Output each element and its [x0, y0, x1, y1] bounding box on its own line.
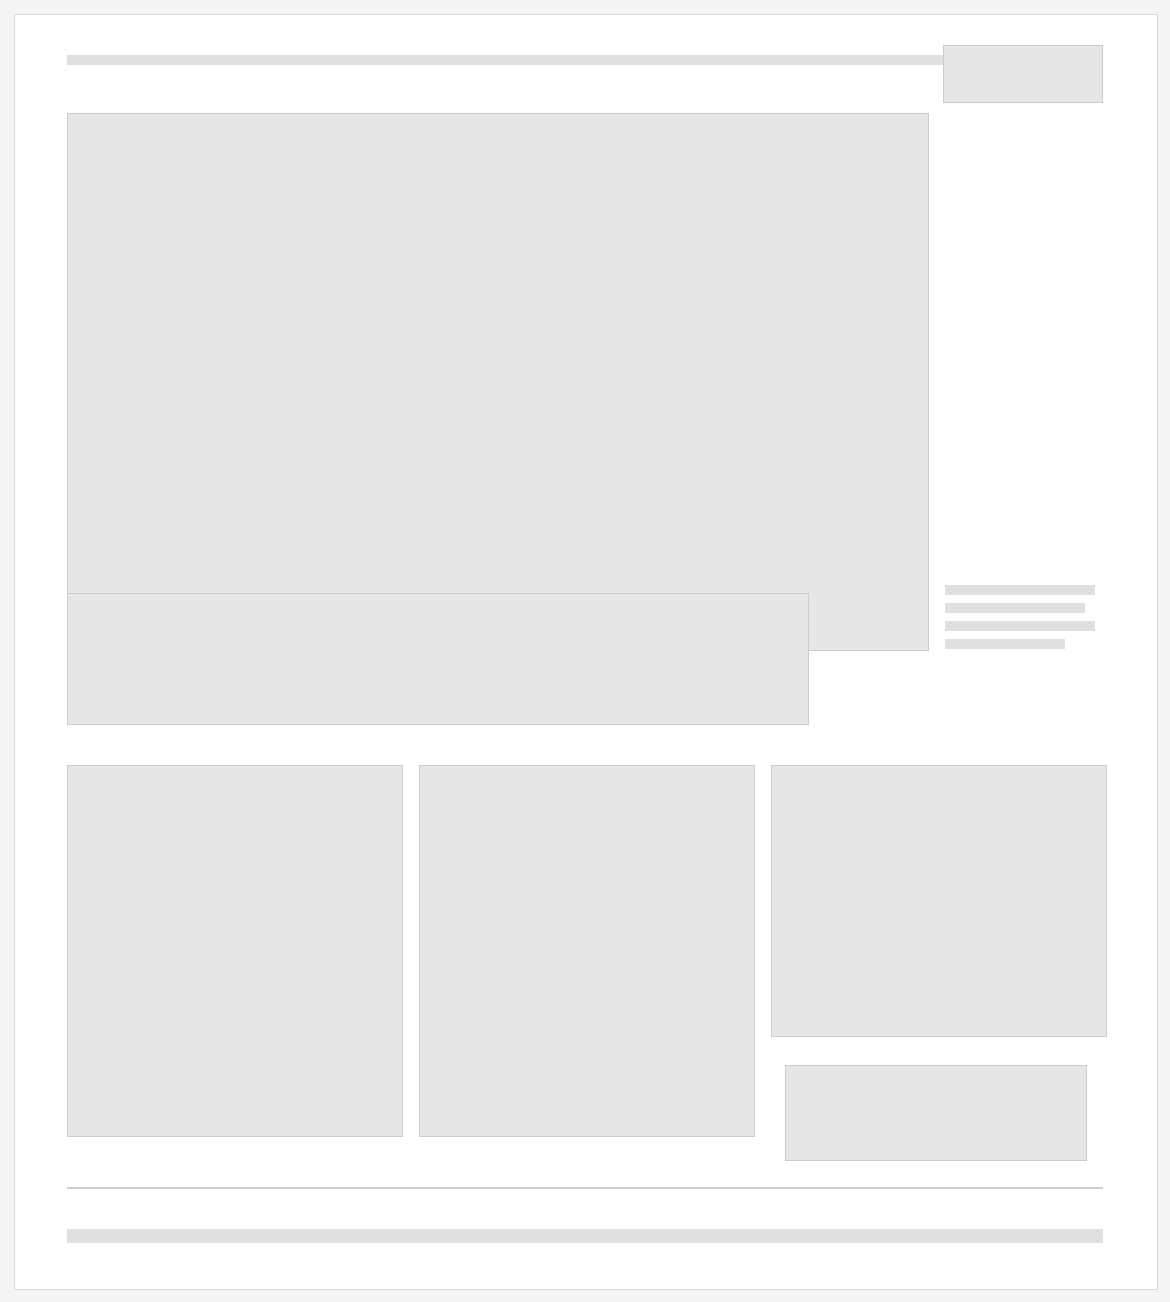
footer-rule	[67, 1187, 1103, 1189]
photo-placeholder	[67, 113, 929, 651]
header-bar	[67, 55, 967, 65]
signature-placeholder	[785, 1065, 1087, 1161]
column-2-placeholder	[419, 765, 755, 1137]
logo-placeholder	[943, 45, 1103, 103]
caption-line	[945, 639, 1065, 649]
caption-line	[945, 603, 1085, 613]
page	[14, 14, 1158, 1290]
caption-line	[945, 621, 1095, 631]
caption-line	[945, 585, 1095, 595]
column-3-placeholder	[771, 765, 1107, 1037]
headline-placeholder	[67, 593, 809, 725]
column-1-placeholder	[67, 765, 403, 1137]
footer-bar	[67, 1229, 1103, 1243]
